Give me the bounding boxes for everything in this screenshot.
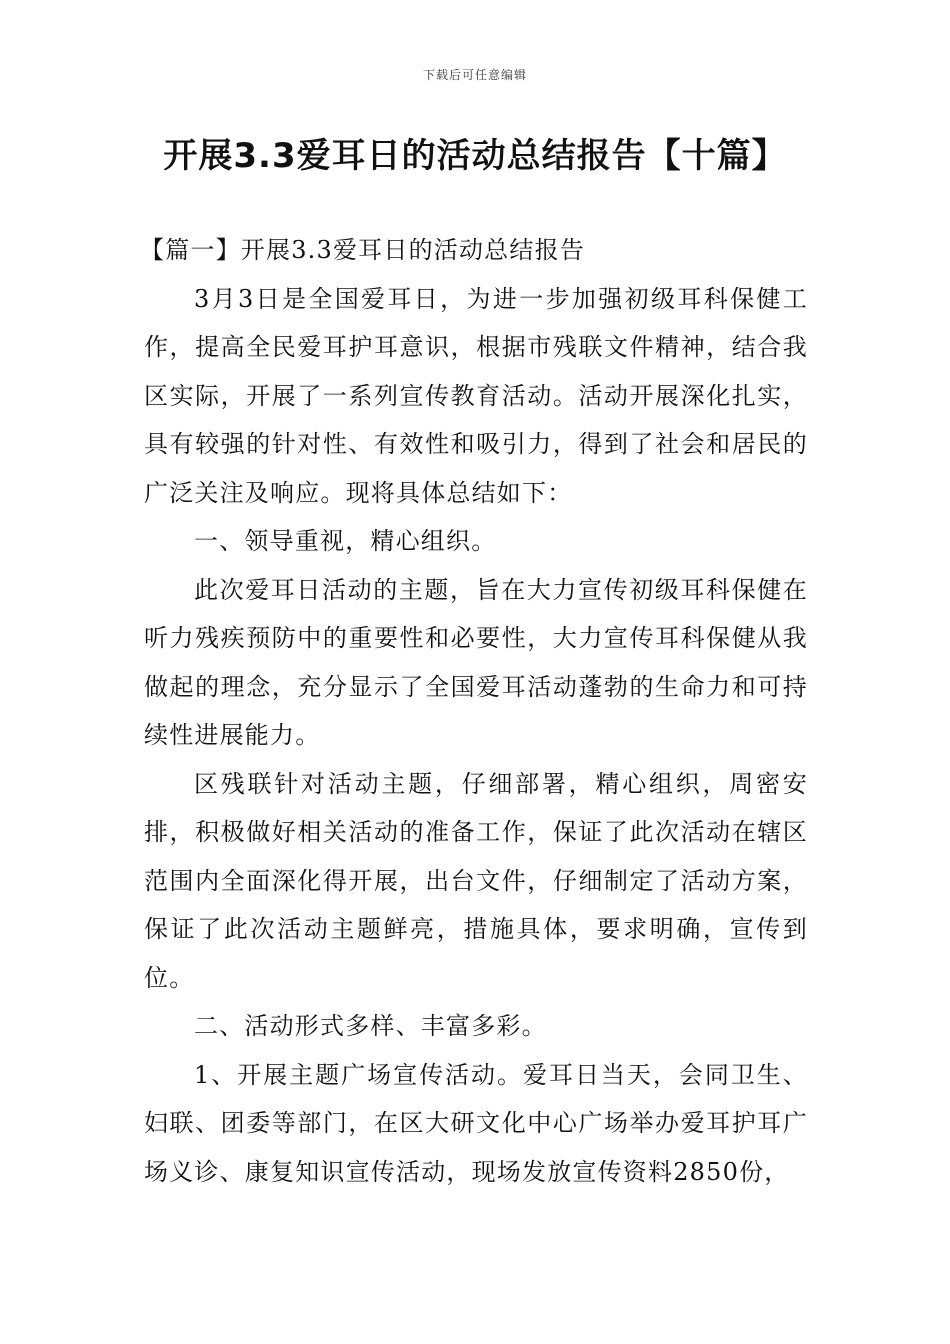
section-heading: 【篇一】开展3.3爱耳日的活动总结报告 [140, 236, 585, 264]
document-body [140, 226, 808, 1196]
document-title: 开展3.3爱耳日的活动总结报告【十篇】 [163, 136, 787, 176]
paragraph-intro: 3月3日是全国爱耳日，为进一步加强初级耳科保健工作，提高全民爱耳护耳意识，根据市残联文件精神，结合我区实际，开展了一系列宣传教育活动。活动开展深化扎实，具有较强的针对性、有效性和吸引力，得到了社会和居民的广泛关注及响应。现将具体总结如下： [144, 284, 808, 507]
paragraph-heading-two: 二、活动形式多样、丰富多彩。 [194, 1012, 547, 1040]
paragraph-square-activity: 1、开展主题广场宣传活动。爱耳日当天，会同卫生、妇联、团委等部门，在区大研文化中心广场举办爱耳护耳广场义诊、康复知识宣传活动，现场发放宣传资料2850份， [144, 1060, 808, 1186]
paragraph-heading-one: 一、领导重视，精心组织。 [194, 527, 497, 555]
paragraph-organization: 区残联针对活动主题，仔细部署，精心组织，周密安排，积极做好相关活动的准备工作，保证了此次活动在辖区范围内全面深化得开展，出台文件，仔细制定了活动方案，保证了此次活动主题鲜亮，措施具体，要求明确，宣传到位。 [144, 769, 808, 992]
paragraph-theme: 此次爱耳日活动的主题，旨在大力宣传初级耳科保健在听力残疾预防中的重要性和必要性，大力宣传耳科保健从我做起的理念，充分显示了全国爱耳活动蓬勃的生命力和可持续性进展能力。 [144, 575, 808, 749]
header-note: 下载后可任意编辑 [422, 68, 527, 82]
